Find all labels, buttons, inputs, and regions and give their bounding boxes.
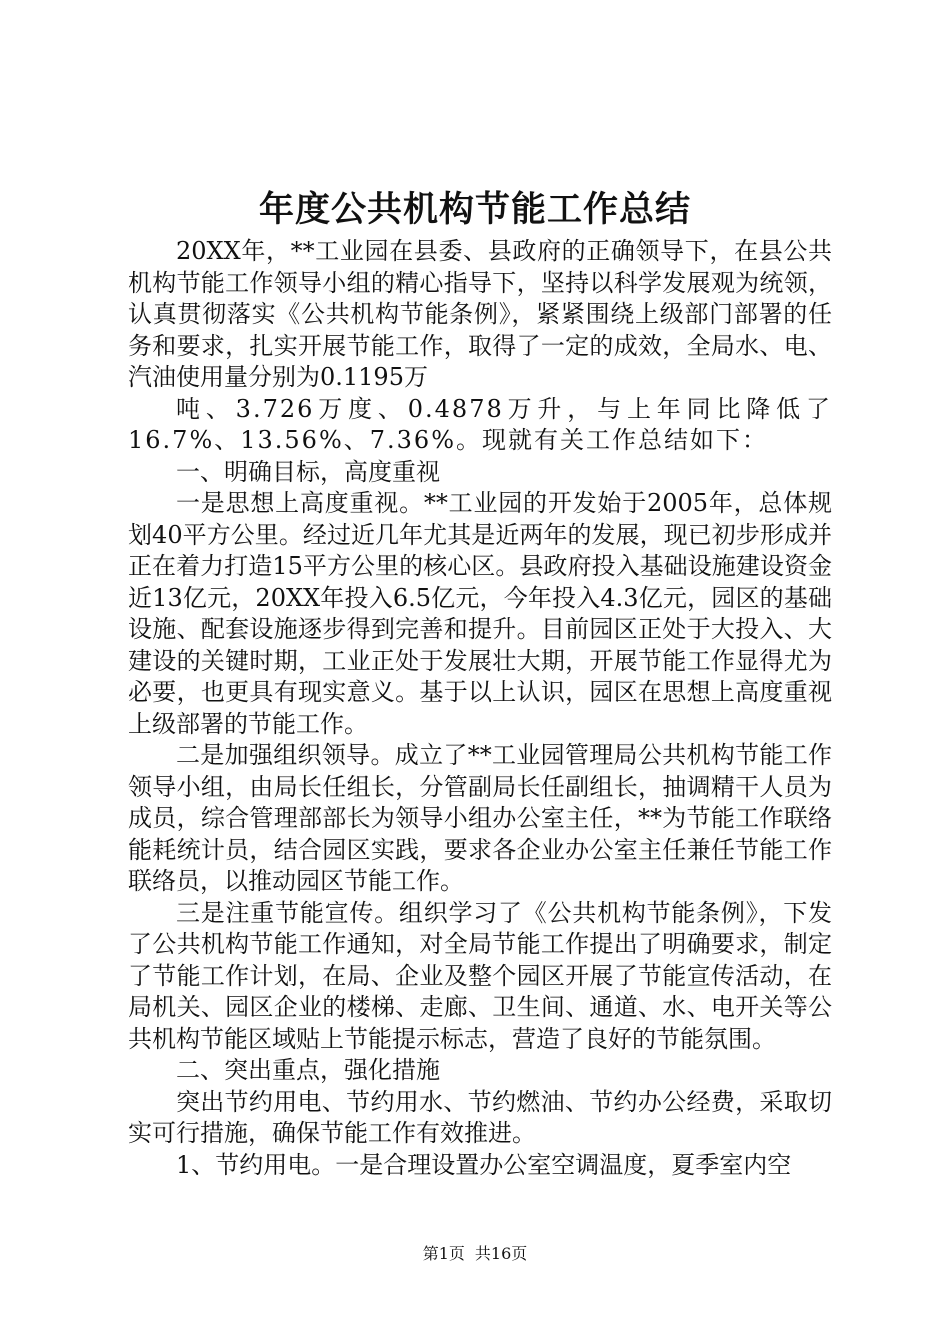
page-footer [0,1244,950,1264]
section-heading-2: 二、突出重点，强化措施 [176,1056,440,1084]
paragraph-measures: 突出节约用电、节约用水、节约燃油、节约办公经费，采取切实可行措施，确保节能工作有效推进。 [128,1087,832,1147]
section-heading-1: 一、明确目标，高度重视 [176,457,440,486]
paragraph-ideology: 一是思想上高度重视。**工业园的开发始于2005年，总体规划40平方公里。经过近几年尤其是近两年的发展，现已初步形成并正在着力打造15平方公里的核心区。县政府投入基础设施建设资金近13亿元，20XX年投入6.5亿元，今年投入4.3亿元，园区的基础设施、配套设施逐步得到完善和提升。目前园区正处于大投入、大建设的关键时期，工业正处于发展壮大期，开展节能工作显得尤为必要，也更具有现实意义。基于以上认识，园区在思想上高度重视上级部署的节能工作。 [128,489,832,738]
paragraph-electricity: 1、节约用电。一是合理设置办公室空调温度，夏季室内空 [176,1150,792,1179]
document-title: 年度公共机构节能工作总结 [258,189,691,230]
page-total: 共16页 [474,1244,528,1263]
page-number: 第1页 [422,1244,465,1263]
paragraph-publicity: 三是注重节能宣传。组织学习了《公共机构节能条例》，下发了公共机构节能工作通知，对全局节能工作提出了明确要求，制定了节能工作计划，在局、企业及整个园区开展了节能宣传活动，在局机关、园区企业的楼梯、走廊、卫生间、通道、水、电开关等公共机构节能区域贴上节能提示标志，营造了良好的节能氛围。 [128,898,832,1053]
paragraph-organization: 二是加强组织领导。成立了**工业园管理局公共机构节能工作领导小组，由局长任组长，分管副局长任副组长，抽调精干人员为成员，综合管理部部长为领导小组办公室主任，**为节能工作联络能耗统计员，结合园区实践，要求各企业办公室主任兼任节能工作联络员，以推动园区节能工作。 [128,741,832,895]
document-body [128,236,832,1181]
paragraph-intro-continued: 吨、3.726万度、0.4878万升，与上年同比降低了16.7%、13.56%、7.36%。现就有关工作总结如下： [128,394,832,454]
paragraph-intro: 20XX年，**工业园在县委、县政府的正确领导下，在县公共机构节能工作领导小组的精心指导下，坚持以科学发展观为统领，认真贯彻落实《公共机构节能条例》，紧紧围绕上级部门部署的任务和要求，扎实开展节能工作，取得了一定的成效，全局水、电、汽油使用量分别为0.1195万 [128,237,832,391]
